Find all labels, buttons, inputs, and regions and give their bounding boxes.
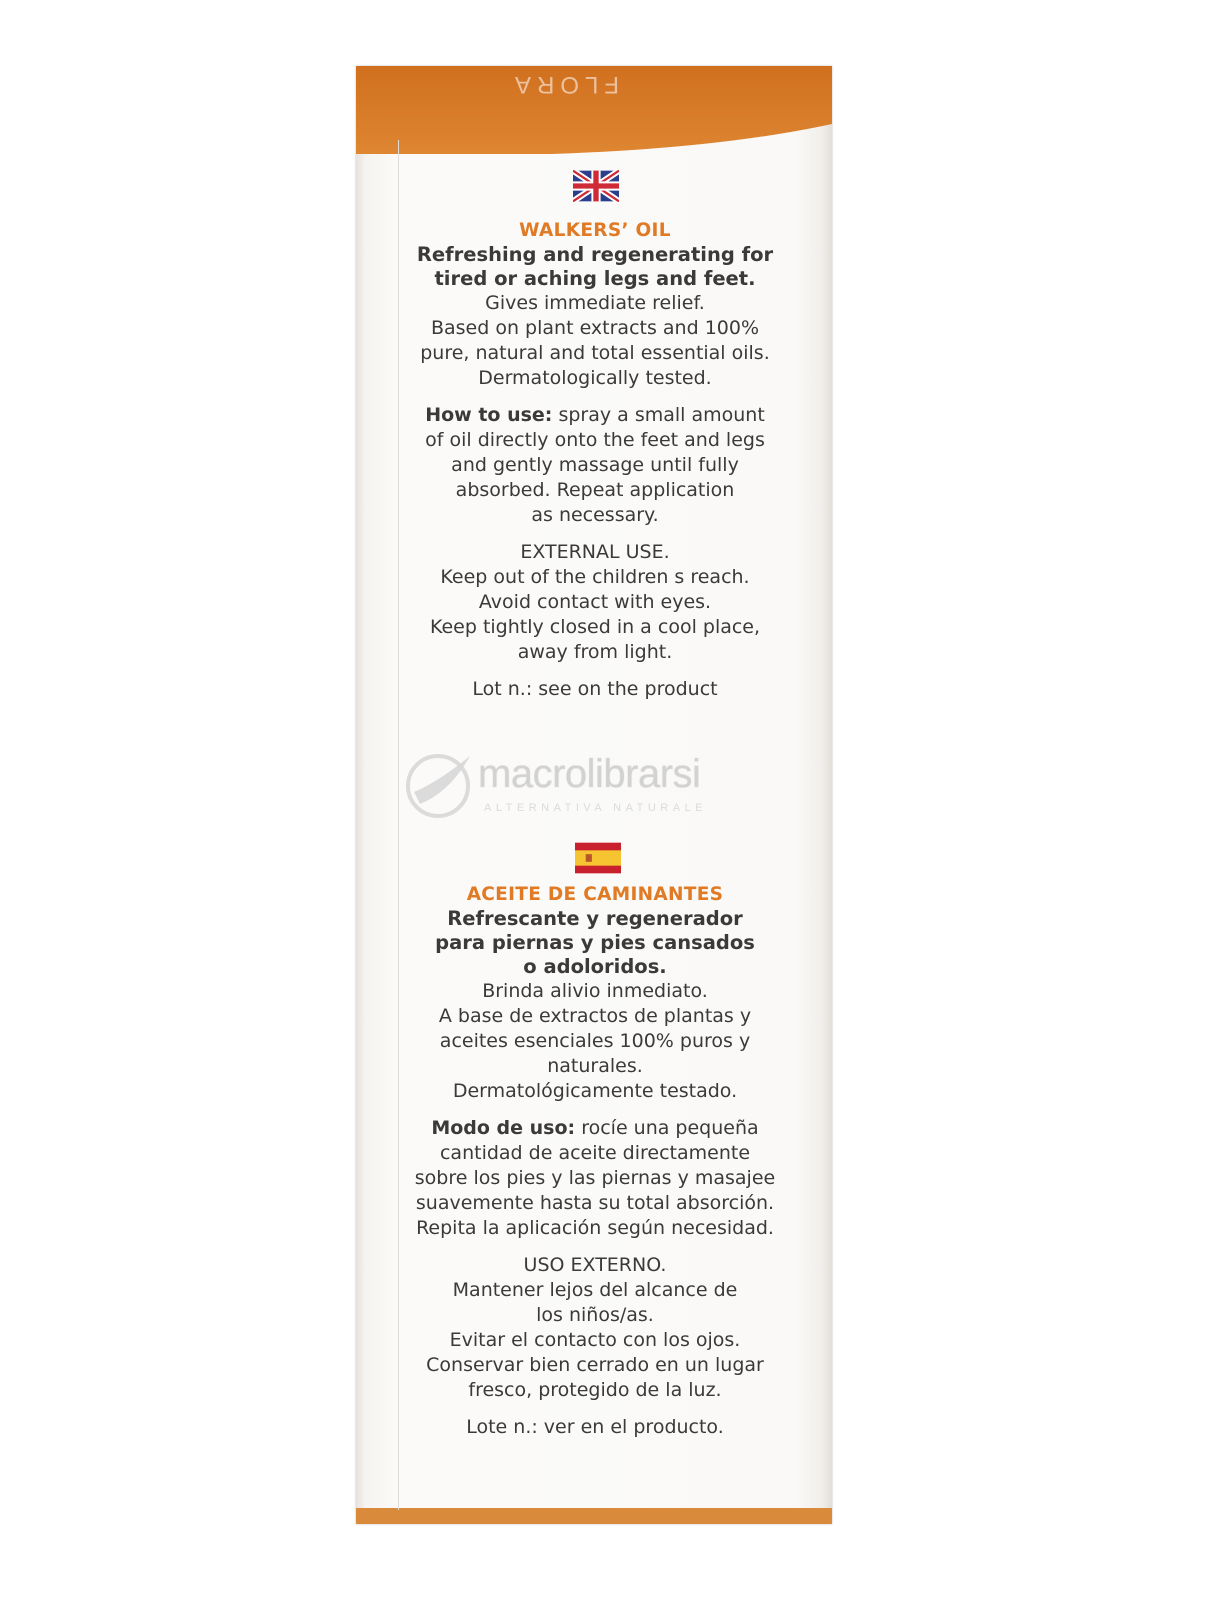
howto-label: Modo de uso: [431, 1117, 576, 1139]
claim-line: Gives immediate relief. [485, 292, 705, 314]
lot-line: Lot n.: see on the product [472, 678, 718, 700]
warning-line: USO EXTERNO. [523, 1254, 667, 1276]
howto-line: absorbed. Repeat application [455, 479, 735, 501]
claim-line: Dermatologically tested. [478, 367, 712, 389]
lead-line: Refreshing and regenerating for [416, 243, 774, 266]
claim-line: pure, natural and total essential oils. [420, 342, 770, 364]
warning-line: EXTERNAL USE. [520, 541, 670, 563]
claim-line: Dermatológicamente testado. [452, 1080, 738, 1102]
howto-line: sobre los pies y las piernas y masajee [414, 1167, 776, 1189]
howto-line: and gently massage until fully [451, 454, 739, 476]
howto-line: of oil directly onto the feet and legs [425, 429, 765, 451]
warning-line: fresco, protegido de la luz. [468, 1379, 722, 1401]
box-bottom-band [356, 1508, 832, 1524]
warning-line: Evitar el contacto con los ojos. [449, 1329, 741, 1351]
howto-line: as necessary. [531, 504, 659, 526]
howto-line: cantidad de aceite directamente [439, 1142, 751, 1164]
lead-line: tired or aching legs and feet. [434, 267, 756, 290]
warning-line: away from light. [517, 641, 673, 663]
warning-line: Avoid contact with eyes. [478, 591, 712, 613]
warning-line: Keep tightly closed in a cool place, [429, 616, 761, 638]
english-section [380, 220, 810, 702]
product-title-en: WALKERS’ OIL [519, 220, 671, 241]
leaf-logo-icon [400, 748, 476, 824]
lot-line: Lote n.: ver en el producto. [466, 1416, 724, 1438]
howto-line: Repita la aplicación según necesidad. [416, 1217, 774, 1239]
howto-label: How to use: [425, 404, 553, 426]
lead-line: para piernas y pies cansados [435, 931, 755, 954]
claim-line: naturales. [547, 1055, 643, 1077]
watermark [400, 748, 790, 828]
claim-line: aceites esenciales 100% puros y [439, 1030, 751, 1052]
lead-line: Refrescante y regenerador [447, 907, 743, 930]
watermark-name: macrolibrarsi [478, 752, 701, 796]
claim-line: Based on plant extracts and 100% [430, 317, 760, 339]
warning-line: Conservar bien cerrado en un lugar [426, 1354, 764, 1376]
watermark-tagline: ALTERNATIVA NATURALE [484, 802, 708, 814]
warning-line: Keep out of the children s reach. [440, 566, 750, 588]
warning-line: los niños/as. [536, 1304, 654, 1326]
brand-top-text: FLORA [509, 71, 620, 98]
claim-line: A base de extractos de plantas y [438, 1005, 752, 1027]
claim-line: Brinda alivio inmediato. [482, 980, 708, 1002]
spanish-section [380, 884, 810, 1440]
howto-line: Modo de uso: rocíe una pequeña [431, 1117, 759, 1139]
uk-flag-icon [573, 170, 619, 202]
product-title-es: ACEITE DE CAMINANTES [466, 884, 724, 905]
warning-line: Mantener lejos del alcance de [452, 1279, 738, 1301]
spain-flag-icon [575, 842, 621, 874]
howto-line: suavemente hasta su total absorción. [415, 1192, 775, 1214]
howto-line: How to use: spray a small amount [425, 404, 765, 426]
lead-line: o adoloridos. [523, 955, 667, 978]
